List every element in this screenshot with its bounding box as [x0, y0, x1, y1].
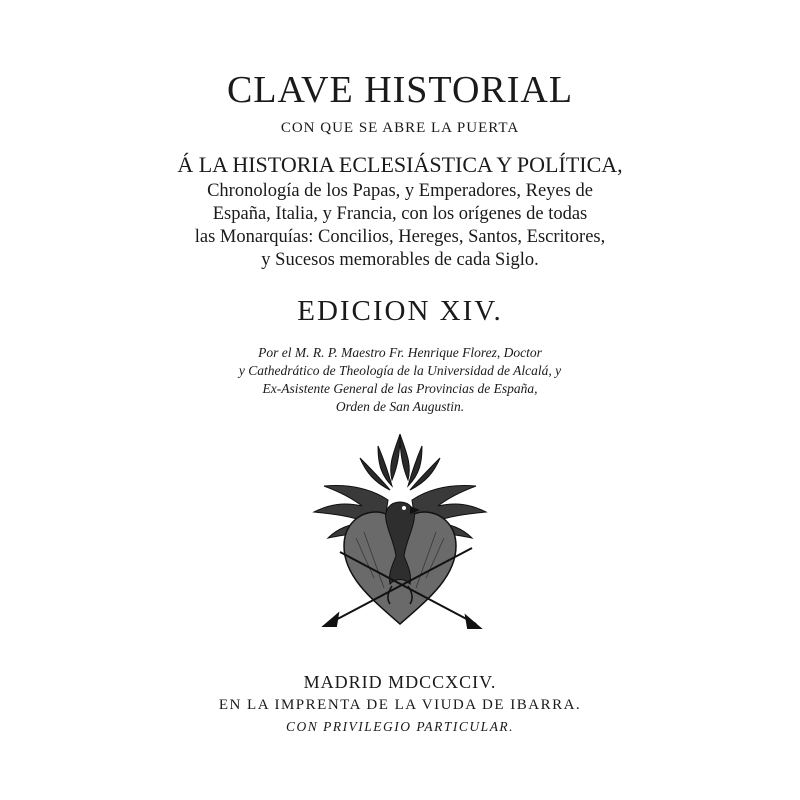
book-title: CLAVE HISTORIAL: [226, 69, 574, 111]
imprint-privilege: CON PRIVILEGIO PARTICULAR.: [285, 719, 515, 734]
author-line: Orden de San Augustin.: [335, 399, 465, 414]
book-heading: Á LA HISTORIA ECLESIÁSTICA Y POLÍTICA,: [177, 152, 623, 177]
book-subtitle: CON QUE SE ABRE LA PUERTA: [280, 120, 520, 136]
author-line: Por el M. R. P. Maestro Fr. Henrique Florez, Doctor: [258, 345, 542, 360]
author-line: Ex-Asistente General de las Provincias de España,: [262, 381, 538, 396]
author-line: y Cathedrático de Theología de la Universidad de Alcalá, y: [238, 363, 562, 378]
description-block: [150, 180, 650, 272]
eagle-heart-arrow-emblem-icon: [300, 428, 500, 638]
description-line: las Monarquías: Concilios, Hereges, Santos, Escritores,: [194, 227, 606, 247]
description-line: Chronología de los Papas, y Emperadores, Reyes de: [207, 181, 593, 201]
author-block: [150, 344, 650, 416]
edition-label: EDICION XIV.: [297, 295, 503, 327]
description-line: y Sucesos memorables de cada Siglo.: [261, 250, 539, 270]
description-line: España, Italia, y Francia, con los orígenes de todas: [212, 204, 588, 224]
imprint-place-year: MADRID MDCCXCIV.: [303, 672, 497, 692]
imprint-press: EN LA IMPRENTA DE LA VIUDA DE IBARRA.: [218, 697, 582, 713]
